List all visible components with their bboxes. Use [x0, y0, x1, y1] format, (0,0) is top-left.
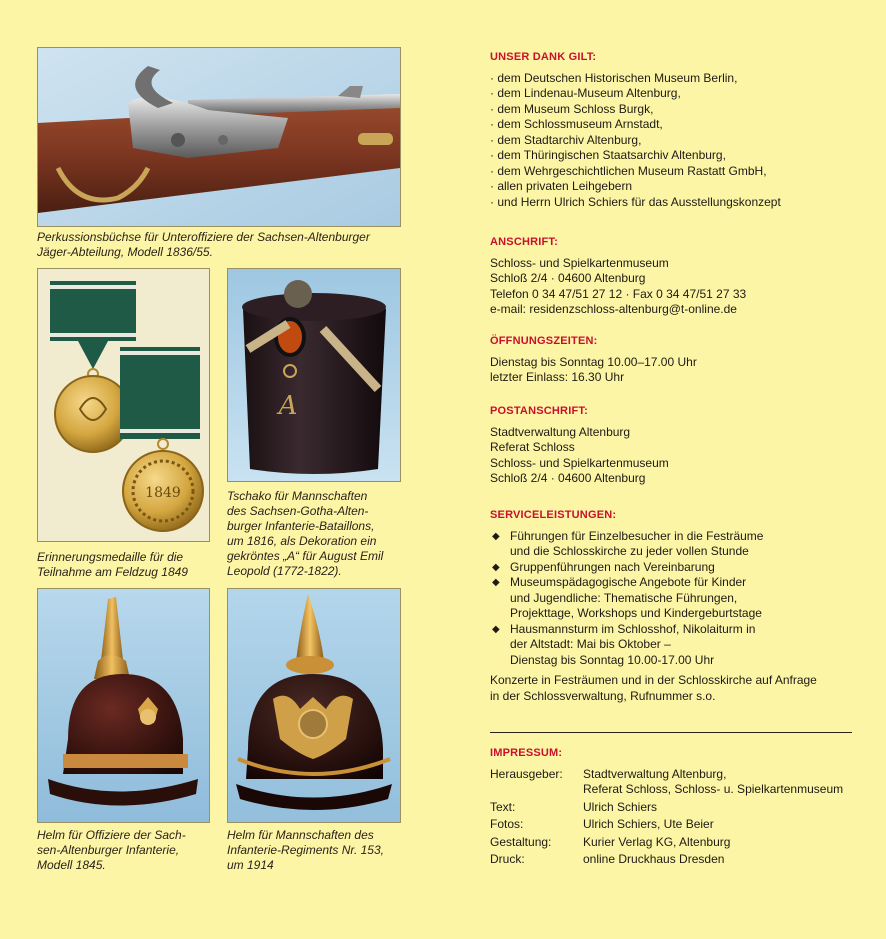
- hours-line: letzter Einlass: 16.30 Uhr: [490, 370, 625, 384]
- impressum-value-line: Stadtverwaltung Altenburg,: [583, 766, 727, 781]
- service-line: ◆ Führungen für Einzelbesucher in die Festräume: [510, 528, 764, 543]
- postal-line: Referat Schloss: [490, 440, 575, 454]
- impressum-value: [583, 852, 858, 868]
- impressum-heading: IMPRESSUM:: [490, 747, 563, 759]
- impressum-value: [583, 767, 858, 798]
- service-item: [490, 622, 858, 669]
- services-section: [490, 508, 858, 704]
- impressum-value: [583, 800, 858, 816]
- postal-line: Stadtverwaltung Altenburg: [490, 424, 631, 439]
- impressum-value-line: Referat Schloss, Schloss- u. Spielkartenmuseum: [583, 782, 844, 796]
- impressum-section: [490, 746, 858, 868]
- medal-year-text: 1849: [145, 485, 181, 501]
- men-helmet-photo: [227, 588, 401, 823]
- service-line: Dienstag bis Sonntag 10.00-17.00 Uhr: [510, 652, 715, 667]
- service-item: [490, 560, 858, 576]
- officer-helmet-caption: [37, 828, 208, 873]
- impressum-label: Druck:: [490, 852, 525, 866]
- note-line: Konzerte in Festräumen und in der Schlosskirche auf Anfrage: [490, 673, 817, 687]
- hours-section: [490, 334, 858, 386]
- phone-fax-line: Telefon 0 34 47/51 27 12 · Fax 0 34 47/51 27 33: [490, 286, 747, 301]
- impressum-label: Text:: [490, 799, 516, 814]
- shako-photo: [227, 268, 401, 482]
- impressum-label: Herausgeber:: [490, 766, 563, 781]
- postal-section: [490, 404, 858, 487]
- caption-line: Perkussionsbüchse für Unteroffiziere der Sachsen-Altenburger: [37, 230, 370, 244]
- impressum-value-line: online Druckhaus Dresden: [583, 852, 725, 866]
- shako-emblem-text: A: [278, 391, 298, 421]
- medals-caption: [37, 550, 208, 580]
- impressum-value-line: Ulrich Schiers: [583, 799, 658, 814]
- list-item: · allen privaten Leihgebern: [490, 179, 858, 195]
- service-line: ◆ Hausmannsturm im Schlosshof, Nikolaiturm in: [510, 621, 756, 636]
- officer-helmet-photo: [37, 588, 210, 823]
- impressum-label: Fotos:: [490, 817, 524, 831]
- list-item: · dem Schlossmuseum Arnstadt,: [490, 117, 858, 133]
- service-item: [490, 529, 858, 560]
- list-item: · dem Museum Schloss Burgk,: [490, 102, 858, 118]
- caption-line: um 1816, als Dekoration ein: [227, 534, 377, 548]
- caption-line: Leopold (1772-1822).: [227, 564, 342, 578]
- hours-line: Dienstag bis Sonntag 10.00–17.00 Uhr: [490, 354, 697, 369]
- service-line: und die Schlosskirche zu jeder vollen Stunde: [510, 544, 749, 558]
- caption-line: Tschako für Mannschaften: [227, 489, 368, 503]
- services-list: [490, 529, 858, 669]
- list-item: · und Herrn Ulrich Schiers für das Ausstellungskonzept: [490, 195, 858, 211]
- list-item: · dem Deutschen Historischen Museum Berlin,: [490, 71, 858, 87]
- caption-line: gekröntes „A“ für August Emil: [227, 549, 384, 563]
- caption-line: um 1914: [227, 858, 274, 872]
- section-divider: [490, 732, 852, 733]
- caption-line: Helm für Mannschaften des: [227, 828, 374, 842]
- caption-line: Modell 1845.: [37, 858, 106, 872]
- list-item: · dem Thüringischen Staatsarchiv Altenburg,: [490, 148, 858, 164]
- concerts-note: [490, 673, 858, 704]
- service-line: ◆ Gruppenführungen nach Vereinbarung: [510, 559, 715, 574]
- list-item: · dem Wehrgeschichtlichen Museum Rastatt GmbH,: [490, 164, 858, 180]
- impressum-value: [583, 835, 858, 851]
- caption-line: Jäger-Abteilung, Modell 1836/55.: [37, 245, 213, 259]
- email-line[interactable]: e-mail: residenzschloss-altenburg@t-online.de: [490, 302, 737, 316]
- thanks-section: [490, 50, 858, 210]
- impressum-value-line: Kurier Verlag KG, Altenburg: [583, 834, 731, 849]
- men-helmet-caption: [227, 828, 399, 873]
- service-line: Projekttage, Workshops und Kindergeburtstage: [510, 606, 762, 620]
- service-line: ◆ Museumspädagogische Angebote für Kinder: [510, 575, 747, 589]
- address-line: Schloß 2/4 · 04600 Altenburg: [490, 271, 646, 285]
- caption-line: des Sachsen-Gotha-Alten-: [227, 504, 369, 518]
- caption-line: Erinnerungsmedaille für die: [37, 550, 184, 564]
- address-line: Schloss- und Spielkartenmuseum: [490, 255, 669, 270]
- service-item: [490, 575, 858, 622]
- list-item: · dem Lindenau-Museum Altenburg,: [490, 86, 858, 102]
- impressum-label: Gestaltung:: [490, 834, 552, 849]
- rifle-caption: [37, 230, 407, 260]
- hours-heading: ÖFFNUNGSZEITEN:: [490, 335, 598, 347]
- shako-caption: [227, 489, 399, 579]
- thanks-heading: UNSER DANK GILT:: [490, 51, 597, 63]
- note-line: in der Schlossverwaltung, Rufnummer s.o.: [490, 688, 716, 703]
- impressum-table: [490, 767, 858, 868]
- service-line: und Jugendliche: Thematische Führungen,: [510, 590, 738, 605]
- medals-photo: [37, 268, 210, 542]
- postal-line: Schloß 2/4 · 04600 Altenburg: [490, 471, 646, 485]
- impressum-value: [583, 817, 858, 833]
- caption-line: Teilnahme am Feldzug 1849: [37, 565, 188, 579]
- thanks-list: [490, 71, 858, 211]
- postal-line: Schloss- und Spielkartenmuseum: [490, 455, 669, 470]
- list-item: · dem Stadtarchiv Altenburg,: [490, 133, 858, 149]
- address-section: [490, 235, 858, 318]
- address-heading: ANSCHRIFT:: [490, 236, 558, 248]
- rifle-photo: [37, 47, 401, 227]
- impressum-value-line: Ulrich Schiers, Ute Beier: [583, 817, 714, 831]
- caption-line: Helm für Offiziere der Sach-: [37, 828, 186, 842]
- caption-line: burger Infanterie-Bataillons,: [227, 519, 375, 533]
- service-line: der Altstadt: Mai bis Oktober –: [510, 637, 671, 651]
- caption-line: Infanterie-Regiments Nr. 153,: [227, 843, 384, 857]
- caption-line: sen-Altenburger Infanterie,: [37, 843, 180, 857]
- services-heading: SERVICELEISTUNGEN:: [490, 509, 617, 521]
- postal-heading: POSTANSCHRIFT:: [490, 405, 588, 417]
